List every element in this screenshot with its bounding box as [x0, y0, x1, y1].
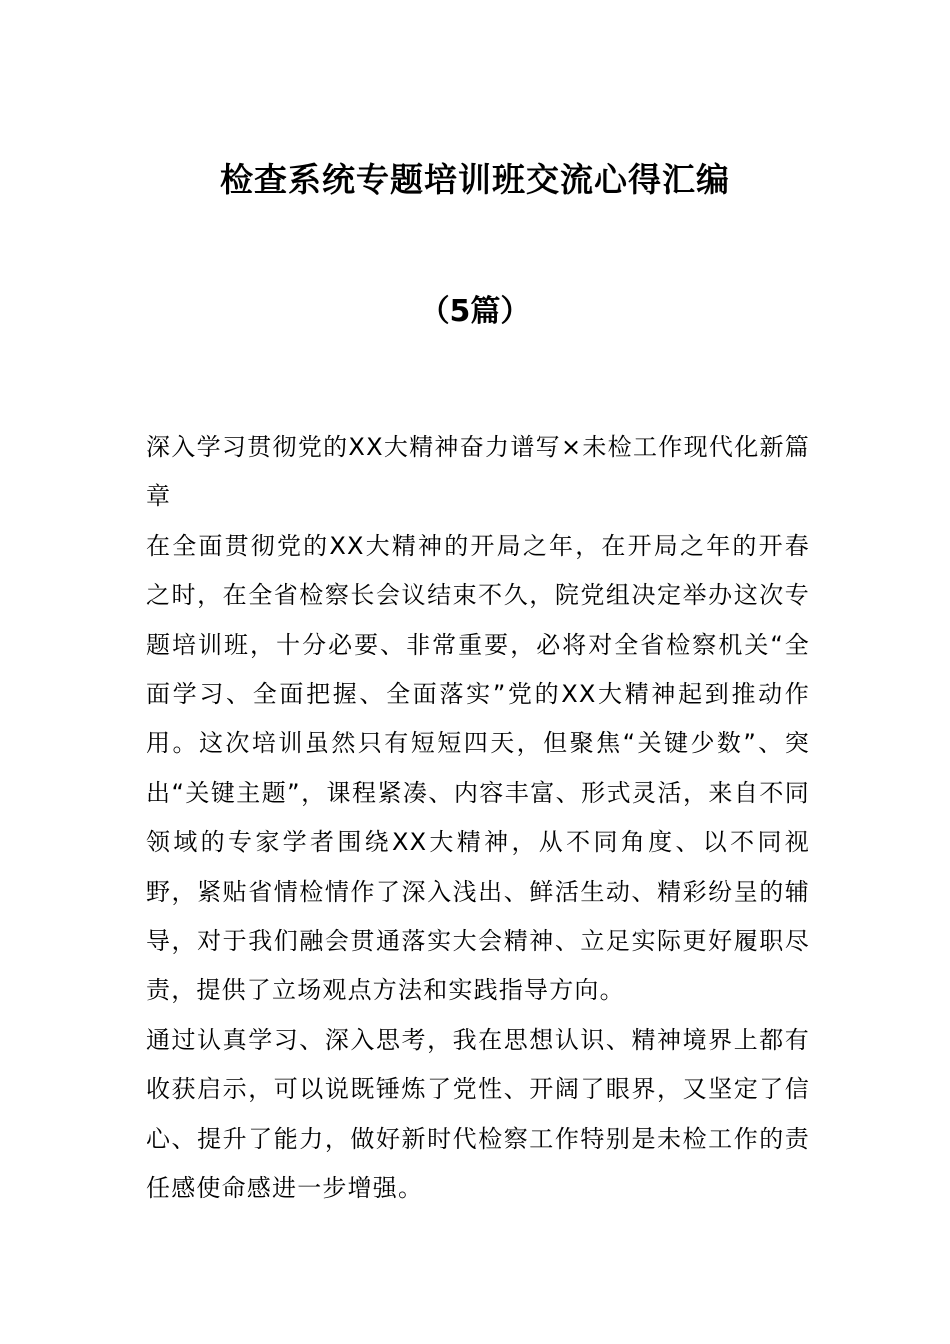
document-title: 检查系统专题培训班交流心得汇编 [220, 160, 730, 199]
paragraph: 在全面贯彻党的XX大精神的开局之年，在开局之年的开春之时，在全省检察长会议结束不久，院党组决定举办这次专题培训班，十分必要、非常重要，必将对全省检察机关“全面学习、全面把握、全面落实”党的XX大精神起到推动作用。这次培训虽然只有短短四天，但聚焦“关键少数”、突出“关键主题”，课程紧凑、内容丰富、形式灵活，来自不同领域的专家学者围绕XX大精神，从不同角度、以不同视野，紧贴省情检情作了深入浅出、鲜活生动、精彩纷呈的辅导，对于我们融会贯通落实大会精神、立足实际更好履职尽责，提供了立场观点方法和实践指导方向。 [146, 531, 810, 1005]
document-body [146, 423, 810, 1214]
paragraph-heading: 深入学习贯彻党的XX大精神奋力谱写×未检工作现代化新篇章 [146, 433, 810, 511]
document-subtitle: （5篇） [419, 294, 531, 329]
paragraph: 通过认真学习、深入思考，我在思想认识、精神境界上都有收获启示，可以说既锤炼了党性、开阔了眼界，又坚定了信心、提升了能力，做好新时代检察工作特别是未检工作的责任感使命感进一步增强。 [146, 1025, 810, 1203]
